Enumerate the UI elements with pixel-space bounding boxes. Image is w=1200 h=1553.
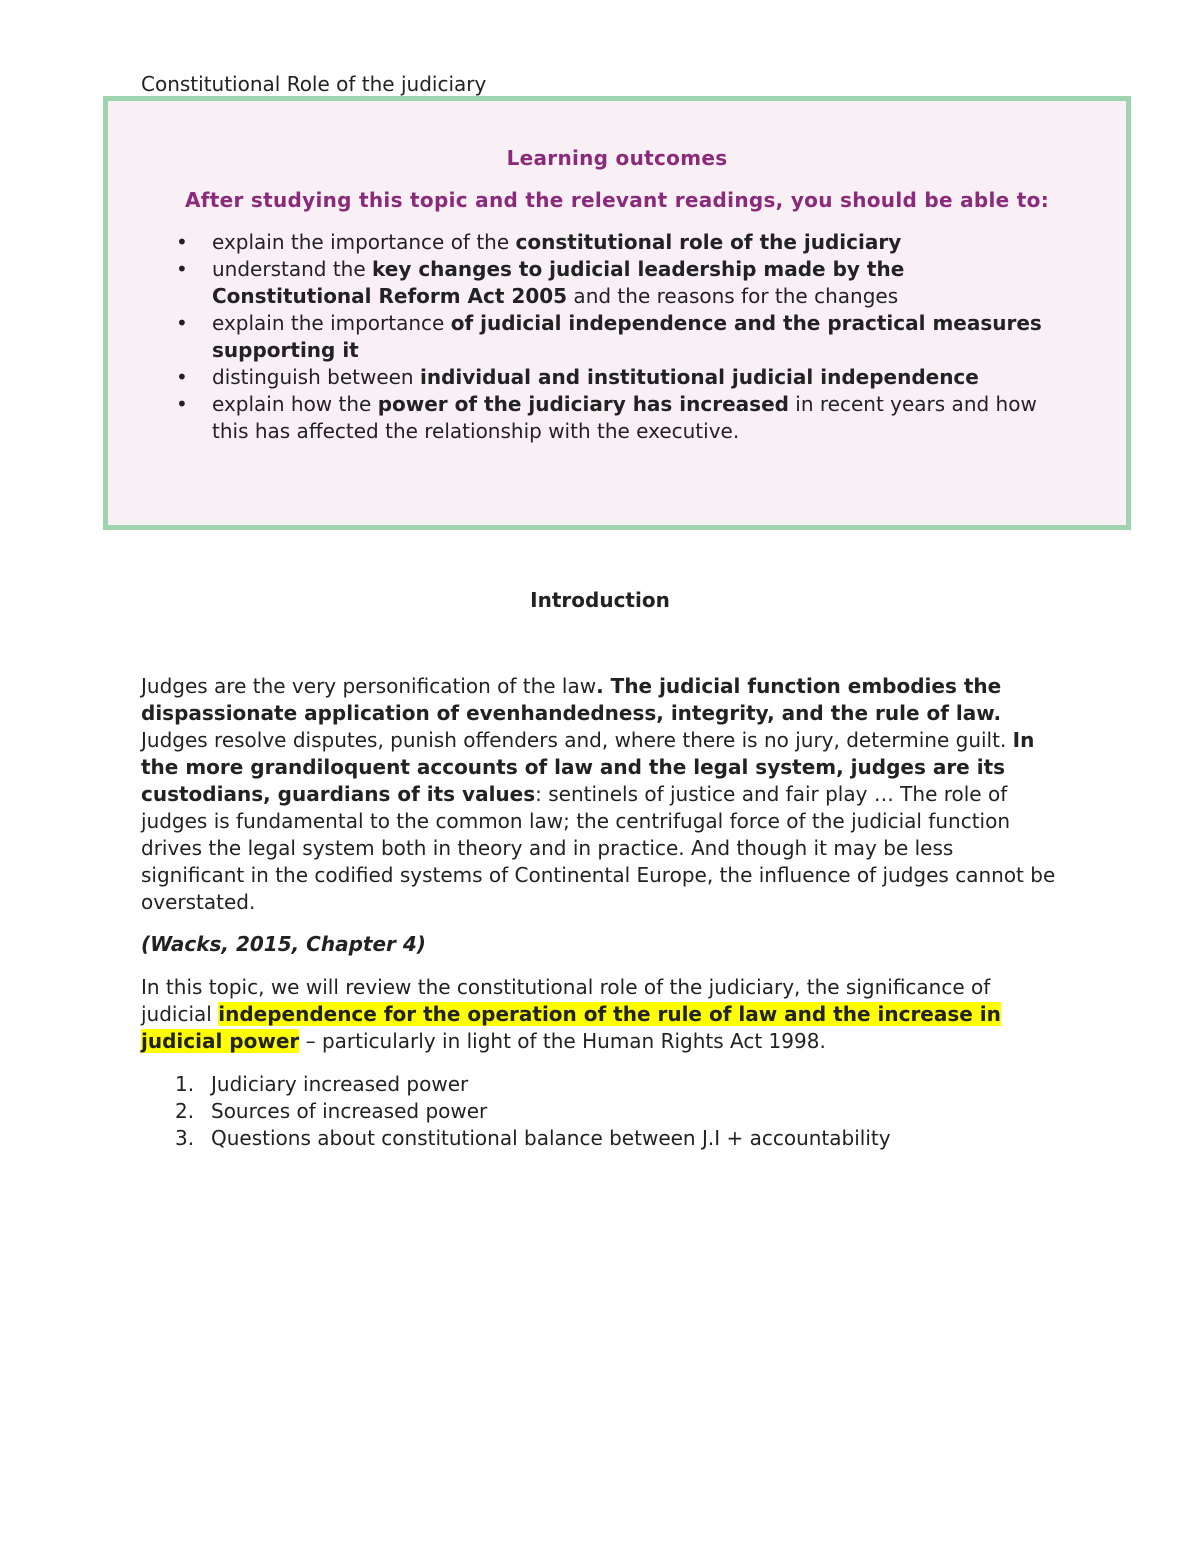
outcome-text: explain the importance — [212, 311, 451, 335]
outcome-text: understand the — [212, 257, 372, 281]
list-number: 1. — [175, 1072, 195, 1096]
outcome-item — [174, 229, 1054, 256]
quote-bold-text: In the more grandiloquent accounts of law and the legal system, judges are its custodians, guardians of its values — [141, 728, 1035, 806]
quote-text: Judges are the very personification of the law — [141, 674, 597, 698]
outcome-bold-text: constitutional role of the judiciary — [515, 230, 902, 254]
outcome-item — [174, 310, 1054, 364]
outcome-text: and the reasons for the changes — [567, 284, 899, 308]
list-item-text: Questions about constitutional balance between J.I + accountability — [211, 1126, 891, 1150]
topic-paragraph — [141, 974, 1061, 1055]
outcome-item — [174, 364, 1054, 391]
numbered-list — [141, 1071, 1041, 1152]
list-item-text: Judiciary increased power — [211, 1072, 469, 1096]
numbered-list-item — [141, 1125, 1041, 1152]
quote-citation: (Wacks, 2015, Chapter 4) — [141, 932, 426, 956]
topic-text: In this topic, we will review the constitutional role of the judiciary, the significance of judicial — [141, 975, 991, 1026]
quote-bold-text: . The judicial function embodies the dispassionate application of evenhandedness, integrity, and the rule of law. — [141, 674, 1002, 725]
quote-text: Judges resolve disputes, punish offenders and, where there is no jury, determine guilt. — [141, 728, 1013, 752]
outcome-text: distinguish between — [212, 365, 420, 389]
outcome-item — [174, 391, 1054, 445]
bullet-icon: • — [176, 365, 188, 389]
learning-outcomes-box — [103, 96, 1131, 530]
list-number: 2. — [175, 1099, 195, 1123]
highlighted-text: independence for the operation of the rule of law and the increase in judicial power — [141, 1002, 1001, 1053]
outcome-text: explain the importance of the — [212, 230, 516, 254]
list-number: 3. — [175, 1126, 195, 1150]
numbered-list-item — [141, 1098, 1041, 1125]
document-title: Constitutional Role of the judiciary — [141, 72, 487, 96]
numbered-list-item — [141, 1071, 1041, 1098]
outcome-item — [174, 256, 1054, 310]
list-item-text: Sources of increased power — [211, 1099, 488, 1123]
introduction-heading: Introduction — [530, 588, 670, 612]
learning-outcomes-intro: After studying this topic and the relevant readings, you should be able to: — [184, 188, 1050, 212]
outcome-text: explain how the — [212, 392, 378, 416]
bullet-icon: • — [176, 311, 188, 335]
outcome-bold-text: power of the judiciary has increased — [377, 392, 789, 416]
bullet-icon: • — [176, 392, 188, 416]
topic-text: – particularly in light of the Human Rights Act 1998. — [299, 1029, 826, 1053]
learning-outcomes-list — [174, 229, 1054, 445]
quote-text: : sentinels of justice and fair play … The role of judges is fundamental to the common law; the centrifugal force of the judicial function drives the legal system both in theory and in practice. And though it may be less significant in the codified systems of Continental Europe, the influence of judges cannot be overstated. — [141, 782, 1056, 914]
outcome-bold-text: individual and institutional judicial independence — [419, 365, 979, 389]
outcome-bold-text: key changes to judicial leadership made by the Constitutional Reform Act 2005 — [212, 257, 905, 308]
introduction-quote — [141, 673, 1061, 916]
outcome-text: in recent years and how this has affected the relationship with the executive. — [212, 392, 1037, 443]
bullet-icon: • — [176, 257, 188, 281]
learning-outcomes-heading: Learning outcomes — [506, 146, 728, 170]
outcome-bold-text: of judicial independence and the practical measures supporting it — [212, 311, 1042, 362]
bullet-icon: • — [176, 230, 188, 254]
